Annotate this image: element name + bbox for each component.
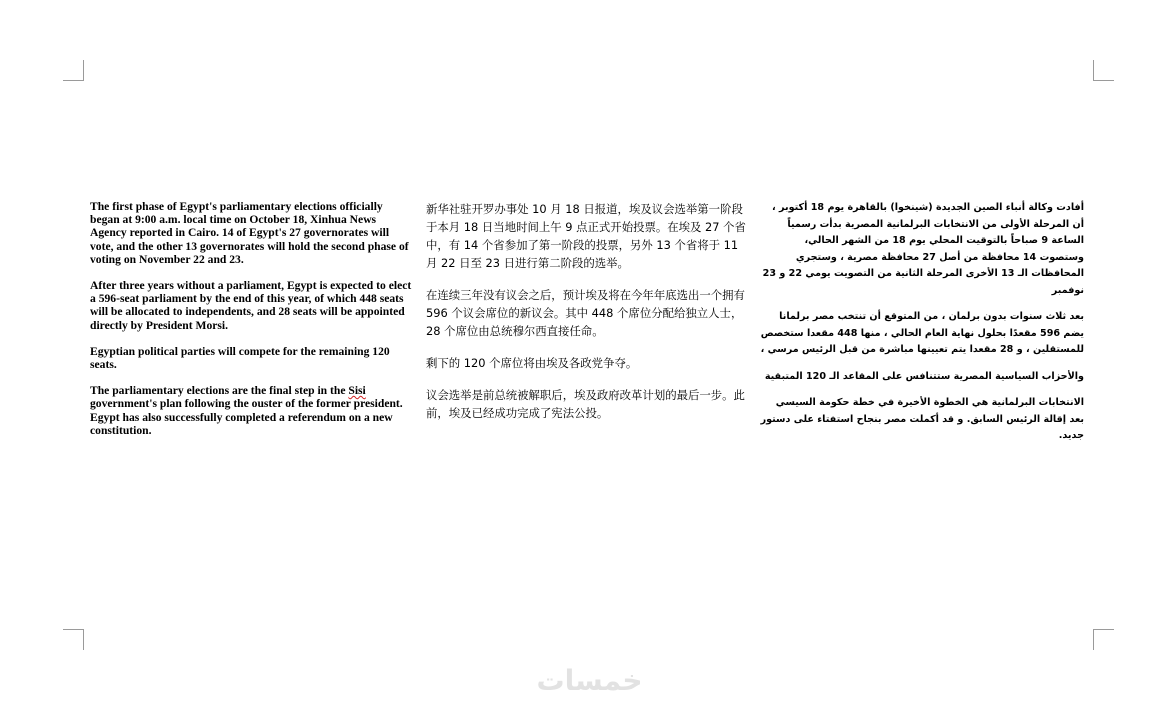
khamsat-watermark-logo: خمسات <box>536 664 643 697</box>
page-corner-top-left <box>63 60 84 81</box>
arabic-paragraph-2: بعد ثلاث سنوات بدون برلمان ، من المتوقع أن تنتخب مصر برلمانا يضم 596 مقعدًا بحلول نهاية العام الحالي ، منها 448 مقعدا ستخصص للمستقلين ، و 28 مقعدا يتم تعيينها مباشرة من قبل الرئيس مرسي ، <box>760 311 1084 355</box>
chinese-paragraph-1: 新华社驻开罗办事处 10 月 18 日报道，埃及议会选举第一阶段于本月 18 日当地时间上午 9 点正式开始投票。在埃及 27 个省中，有 14 个省参加了第一阶段的投票，另外 13 个省将于 11 月 22 日至 23 日进行第二阶段的选举。 <box>426 202 746 270</box>
arabic-paragraph-1: أفادت وكالة أنباء الصين الجديدة (شينخوا) بالقاهرة يوم 18 أكتوبر ، أن المرحلة الأولى من الانتخابات البرلمانية المصرية بدأت رسمياً الساعة 9 صباحاً بالتوقيت المحلي يوم 18 من الشهر الحالي، وستصوت 14 محافظة من أصل 27 محافظة مصرية ، وستجري المحافظات الـ 13 الأخرى المرحلة الثانية من التصويت يومي 22 و 23 نوفمبر <box>762 202 1084 296</box>
chinese-column <box>426 200 748 436</box>
spellcheck-word-sisi[interactable]: Sisi <box>348 384 366 398</box>
arabic-column <box>760 200 1084 455</box>
chinese-paragraph-2: 在连续三年没有议会之后，预计埃及将在今年年底选出一个拥有 596 个议会席位的新议会。其中 448 个席位分配给独立人士，28 个席位由总统穆尔西直接任命。 <box>426 288 745 338</box>
arabic-paragraph-3: والأحزاب السياسية المصرية ستتنافس على المقاعد الـ 120 المتبقية <box>764 370 1084 382</box>
page-corner-bottom-right <box>1093 629 1114 650</box>
english-paragraph-2: After three years without a parliament, Egypt is expected to elect a 596-seat parliament by the end of this year, of which 448 seats will be allocated to independents, and 28 seats will be appointed directly by President Morsi. <box>90 279 412 332</box>
english-column <box>90 200 412 450</box>
arabic-paragraph-4: الانتخابات البرلمانية هي الخطوة الأخيرة في خطة حكومة السيسي بعد إقالة الرئيس السابق. و قد أكملت مصر بنجاح استفتاء على دستور جديد. <box>760 397 1084 441</box>
chinese-paragraph-4: 议会选举是前总统被解职后，埃及政府改革计划的最后一步。此前，埃及已经成功完成了宪法公投。 <box>426 388 745 420</box>
english-paragraph-3: Egyptian political parties will compete for the remaining 120 seats. <box>90 344 390 372</box>
english-paragraph-4-start: The parliamentary elections are the final step in the <box>90 384 349 398</box>
english-paragraph-1: The first phase of Egypt's parliamentary elections officially began at 9:00 a.m. local time on October 18, Xinhua News Agency reported in Cairo. 14 of Egypt's 27 governorates will vote, and the other 13 governorates will hold the second phase of voting on November 22 and 23. <box>90 200 409 266</box>
english-paragraph-4 <box>90 384 412 437</box>
english-paragraph-4-end: government's plan following the ouster of the former president. Egypt has also successfully completed a referendum on a new constitution. <box>90 397 403 437</box>
page-corner-top-right <box>1093 60 1114 81</box>
chinese-paragraph-3: 剩下的 120 个席位将由埃及各政党争夺。 <box>426 356 638 370</box>
page-corner-bottom-left <box>63 629 84 650</box>
